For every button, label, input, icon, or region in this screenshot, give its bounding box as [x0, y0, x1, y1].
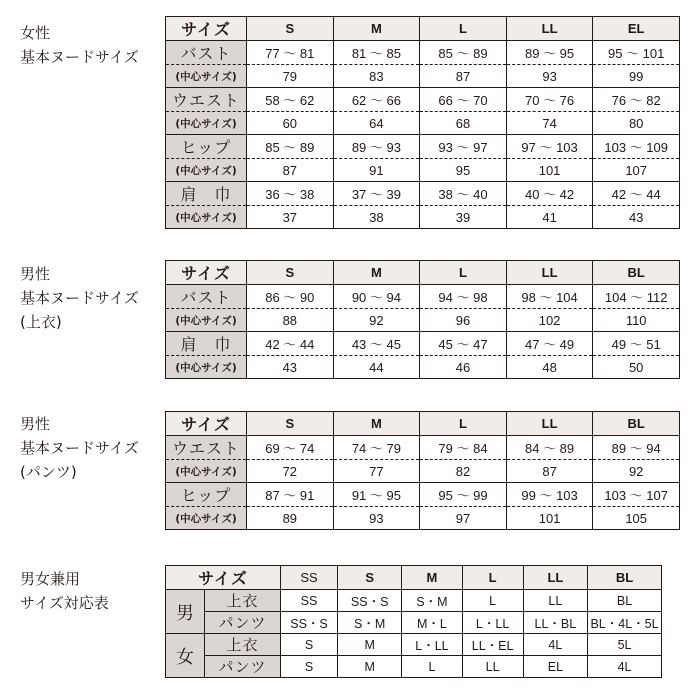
title-line: 基本ヌードサイズ	[20, 48, 139, 66]
measurement-row	[166, 182, 680, 206]
center-size-label: (中心サイズ)	[166, 65, 247, 88]
size-header-label: サイズ	[166, 17, 247, 41]
size-cell: M・L	[402, 612, 462, 634]
row-label: ウエスト	[166, 88, 247, 112]
row-label: 肩 巾	[166, 332, 247, 356]
size-cell: LL	[462, 656, 523, 678]
title-line: 男性	[20, 415, 51, 433]
size-header: M	[333, 261, 420, 285]
measurement-row	[166, 483, 680, 507]
size-cell: S・M	[338, 612, 402, 634]
range-cell: 99 ～ 103	[506, 483, 593, 507]
center-cell: 101	[506, 159, 593, 182]
range-cell: 86 ～ 90	[247, 285, 334, 309]
range-cell: 42 ～ 44	[247, 332, 334, 356]
header-row	[166, 566, 662, 590]
size-cell: L・LL	[462, 612, 523, 634]
header-row	[166, 261, 680, 285]
center-cell: 68	[420, 112, 507, 135]
center-cell: 93	[333, 507, 420, 530]
center-cell: 37	[247, 206, 334, 229]
center-size-label: (中心サイズ)	[166, 112, 247, 135]
title-line: 基本ヌードサイズ	[20, 289, 139, 307]
size-header: S	[247, 261, 334, 285]
garment-label: パンツ	[205, 612, 281, 634]
row-label: ウエスト	[166, 436, 247, 460]
center-cell: 102	[506, 309, 593, 332]
center-cell: 74	[506, 112, 593, 135]
men-top-size-table	[165, 260, 680, 379]
size-header: SS	[281, 566, 338, 590]
range-cell: 70 ～ 76	[506, 88, 593, 112]
range-cell: 90 ～ 94	[333, 285, 420, 309]
range-cell: 77 ～ 81	[247, 41, 334, 65]
center-cell: 82	[420, 460, 507, 483]
center-size-row	[166, 65, 680, 88]
title-line: サイズ対応表	[20, 594, 109, 612]
center-cell: 101	[506, 507, 593, 530]
size-cell: 4L	[588, 656, 662, 678]
range-cell: 40 ～ 42	[506, 182, 593, 206]
range-cell: 62 ～ 66	[333, 88, 420, 112]
center-size-row	[166, 507, 680, 530]
measurement-row	[166, 41, 680, 65]
size-cell: BL	[588, 590, 662, 612]
size-cell: EL	[523, 656, 587, 678]
center-cell: 93	[506, 65, 593, 88]
size-header-label: サイズ	[166, 566, 281, 590]
range-cell: 58 ～ 62	[247, 88, 334, 112]
size-header: LL	[506, 412, 593, 436]
size-header: BL	[593, 261, 680, 285]
center-cell: 79	[247, 65, 334, 88]
range-cell: 103 ～ 107	[593, 483, 680, 507]
center-cell: 92	[593, 460, 680, 483]
row-label: 肩 巾	[166, 182, 247, 206]
size-header: L	[420, 261, 507, 285]
center-cell: 64	[333, 112, 420, 135]
size-cell: LL・EL	[462, 634, 523, 656]
range-cell: 89 ～ 94	[593, 436, 680, 460]
center-cell: 105	[593, 507, 680, 530]
range-cell: 42 ～ 44	[593, 182, 680, 206]
range-cell: 49 ～ 51	[593, 332, 680, 356]
size-cell: SS・S	[281, 612, 338, 634]
women-section-title	[20, 21, 139, 69]
center-cell: 87	[420, 65, 507, 88]
center-size-label: (中心サイズ)	[166, 460, 247, 483]
size-cell: M	[338, 656, 402, 678]
range-cell: 95 ～ 101	[593, 41, 680, 65]
range-cell: 84 ～ 89	[506, 436, 593, 460]
center-cell: 60	[247, 112, 334, 135]
range-cell: 91 ～ 95	[333, 483, 420, 507]
measurement-row	[166, 436, 680, 460]
range-cell: 98 ～ 104	[506, 285, 593, 309]
size-header: S	[247, 17, 334, 41]
size-header: LL	[506, 17, 593, 41]
size-cell: S	[281, 634, 338, 656]
measurement-row	[166, 332, 680, 356]
center-size-label: (中心サイズ)	[166, 507, 247, 530]
range-cell: 95 ～ 99	[420, 483, 507, 507]
center-cell: 107	[593, 159, 680, 182]
header-row	[166, 412, 680, 436]
range-cell: 37 ～ 39	[333, 182, 420, 206]
size-header: L	[462, 566, 523, 590]
row-label: バスト	[166, 41, 247, 65]
range-cell: 89 ～ 93	[333, 135, 420, 159]
correspondence-row	[166, 656, 662, 678]
size-cell: LL・BL	[523, 612, 587, 634]
unisex-section-title	[20, 567, 109, 615]
title-line: 女性	[20, 24, 51, 42]
center-cell: 44	[333, 356, 420, 379]
title-line: (上衣)	[20, 313, 62, 331]
size-header: M	[333, 412, 420, 436]
size-cell: L	[402, 656, 462, 678]
title-line: 基本ヌードサイズ	[20, 439, 139, 457]
center-cell: 77	[333, 460, 420, 483]
measurement-row	[166, 285, 680, 309]
center-cell: 43	[593, 206, 680, 229]
title-line: (パンツ)	[20, 463, 77, 481]
row-label: ヒップ	[166, 135, 247, 159]
size-header: LL	[523, 566, 587, 590]
size-header: S	[247, 412, 334, 436]
range-cell: 81 ～ 85	[333, 41, 420, 65]
size-cell: BL・4L・5L	[588, 612, 662, 634]
sex-label-male: 男	[166, 590, 205, 634]
center-cell: 41	[506, 206, 593, 229]
size-cell: M	[338, 634, 402, 656]
size-cell: S	[281, 656, 338, 678]
center-cell: 38	[333, 206, 420, 229]
unisex-size-table	[165, 565, 662, 678]
center-size-row	[166, 112, 680, 135]
measurement-row	[166, 135, 680, 159]
title-line: 男性	[20, 265, 51, 283]
sex-label-female: 女	[166, 634, 205, 678]
center-size-row	[166, 206, 680, 229]
men-pants-section-title	[20, 412, 139, 484]
garment-label: 上衣	[205, 590, 281, 612]
size-header-label: サイズ	[166, 261, 247, 285]
center-size-row	[166, 356, 680, 379]
center-cell: 50	[593, 356, 680, 379]
center-cell: 91	[333, 159, 420, 182]
center-cell: 72	[247, 460, 334, 483]
range-cell: 94 ～ 98	[420, 285, 507, 309]
correspondence-row	[166, 590, 662, 612]
range-cell: 97 ～ 103	[506, 135, 593, 159]
size-header: M	[402, 566, 462, 590]
center-cell: 95	[420, 159, 507, 182]
range-cell: 74 ～ 79	[333, 436, 420, 460]
range-cell: 38 ～ 40	[420, 182, 507, 206]
center-cell: 87	[247, 159, 334, 182]
title-line: 男女兼用	[20, 570, 81, 588]
range-cell: 43 ～ 45	[333, 332, 420, 356]
men-pants-size-table	[165, 411, 680, 530]
range-cell: 47 ～ 49	[506, 332, 593, 356]
range-cell: 103 ～ 109	[593, 135, 680, 159]
size-header: BL	[588, 566, 662, 590]
size-header: L	[420, 412, 507, 436]
center-cell: 96	[420, 309, 507, 332]
size-header: EL	[593, 17, 680, 41]
size-cell: L	[462, 590, 523, 612]
size-header-label: サイズ	[166, 412, 247, 436]
center-cell: 89	[247, 507, 334, 530]
center-cell: 43	[247, 356, 334, 379]
center-cell: 46	[420, 356, 507, 379]
center-cell: 92	[333, 309, 420, 332]
size-header: LL	[506, 261, 593, 285]
range-cell: 36 ～ 38	[247, 182, 334, 206]
range-cell: 85 ～ 89	[247, 135, 334, 159]
row-label: バスト	[166, 285, 247, 309]
size-header: S	[338, 566, 402, 590]
center-cell: 83	[333, 65, 420, 88]
garment-label: パンツ	[205, 656, 281, 678]
size-cell: 5L	[588, 634, 662, 656]
size-cell: 4L	[523, 634, 587, 656]
range-cell: 69 ～ 74	[247, 436, 334, 460]
range-cell: 45 ～ 47	[420, 332, 507, 356]
range-cell: 87 ～ 91	[247, 483, 334, 507]
range-cell: 104 ～ 112	[593, 285, 680, 309]
size-header: BL	[593, 412, 680, 436]
center-size-label: (中心サイズ)	[166, 356, 247, 379]
range-cell: 79 ～ 84	[420, 436, 507, 460]
center-size-row	[166, 309, 680, 332]
measurement-row	[166, 88, 680, 112]
center-cell: 97	[420, 507, 507, 530]
center-size-row	[166, 159, 680, 182]
center-cell: 48	[506, 356, 593, 379]
center-size-label: (中心サイズ)	[166, 206, 247, 229]
size-cell: L・LL	[402, 634, 462, 656]
size-header: L	[420, 17, 507, 41]
center-cell: 110	[593, 309, 680, 332]
range-cell: 93 ～ 97	[420, 135, 507, 159]
range-cell: 76 ～ 82	[593, 88, 680, 112]
size-cell: LL	[523, 590, 587, 612]
center-cell: 87	[506, 460, 593, 483]
center-size-row	[166, 460, 680, 483]
size-cell: S・M	[402, 590, 462, 612]
row-label: ヒップ	[166, 483, 247, 507]
size-cell: SS・S	[338, 590, 402, 612]
garment-label: 上衣	[205, 634, 281, 656]
correspondence-row	[166, 612, 662, 634]
women-size-table	[165, 16, 680, 229]
range-cell: 85 ～ 89	[420, 41, 507, 65]
center-cell: 80	[593, 112, 680, 135]
center-size-label: (中心サイズ)	[166, 159, 247, 182]
center-size-label: (中心サイズ)	[166, 309, 247, 332]
men-top-section-title	[20, 262, 139, 334]
range-cell: 89 ～ 95	[506, 41, 593, 65]
size-header: M	[333, 17, 420, 41]
center-cell: 88	[247, 309, 334, 332]
header-row	[166, 17, 680, 41]
center-cell: 39	[420, 206, 507, 229]
correspondence-row	[166, 634, 662, 656]
size-cell: SS	[281, 590, 338, 612]
center-cell: 99	[593, 65, 680, 88]
range-cell: 66 ～ 70	[420, 88, 507, 112]
